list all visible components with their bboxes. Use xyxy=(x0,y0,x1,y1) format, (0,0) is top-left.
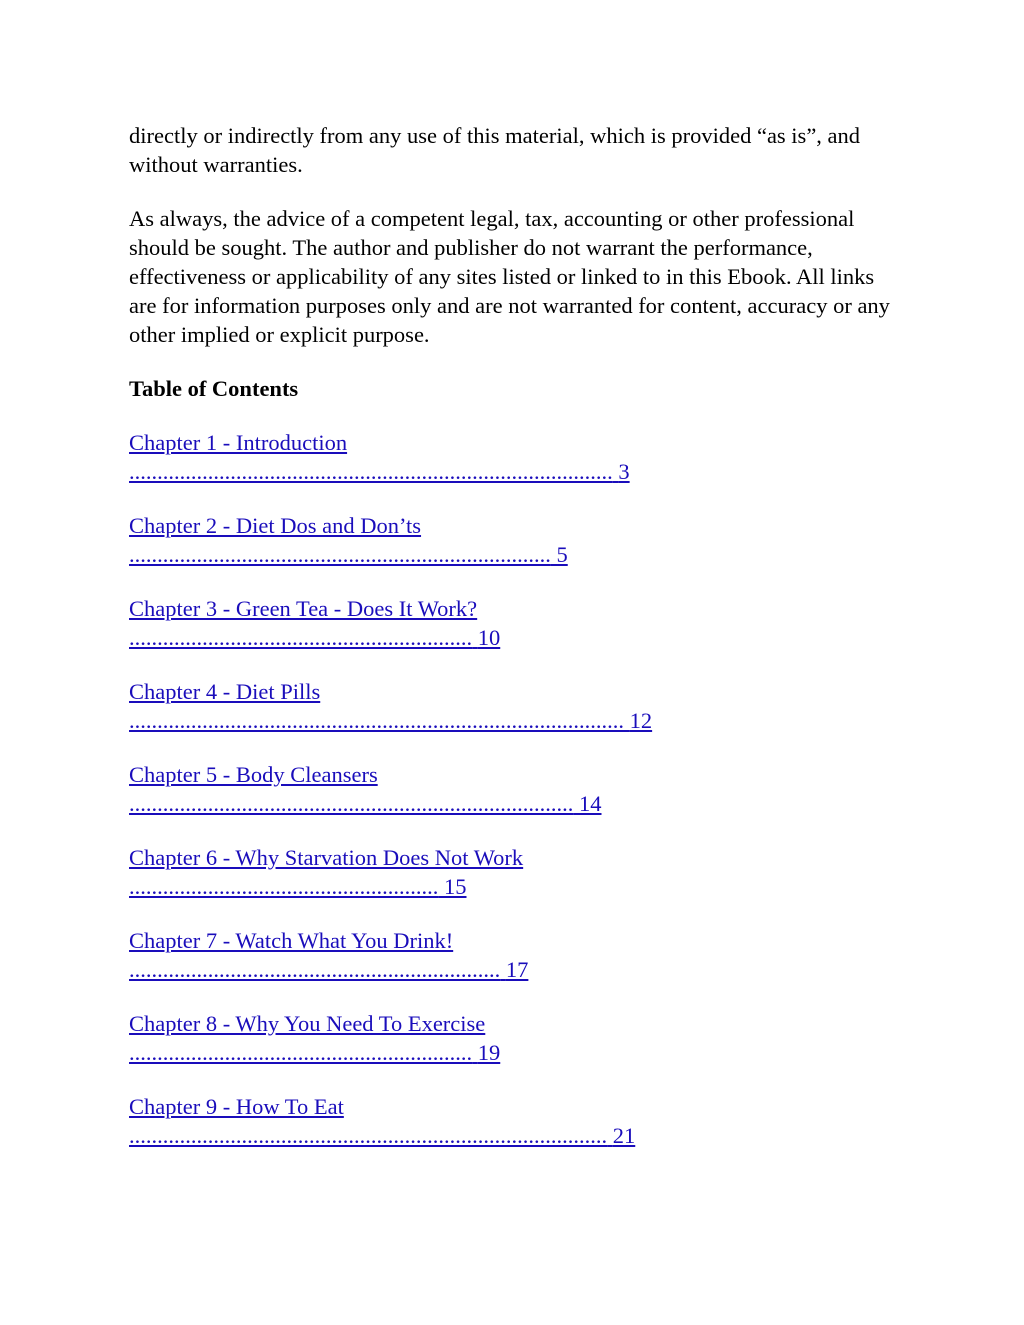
toc-page-number: 10 xyxy=(477,625,501,650)
toc-leader-dots: ............................................................. xyxy=(129,625,473,650)
toc-link-chapter-7-title[interactable]: Chapter 7 - Watch What You Drink! xyxy=(129,928,454,953)
toc-page-number: 21 xyxy=(612,1123,636,1148)
toc-page-number: 19 xyxy=(477,1040,501,1065)
toc-page-number: 3 xyxy=(618,459,630,484)
toc-leader-dots: ............................................................................... xyxy=(129,791,574,816)
toc-link-chapter-7-page[interactable] xyxy=(129,957,528,982)
toc-link-chapter-6-page[interactable] xyxy=(129,874,467,899)
toc-link-chapter-9-title[interactable]: Chapter 9 - How To Eat xyxy=(129,1094,344,1119)
toc-link-chapter-5-page[interactable] xyxy=(129,791,602,816)
toc-entry-chapter-1 xyxy=(129,428,899,486)
toc-entry-chapter-4 xyxy=(129,677,899,735)
toc-page-number: 15 xyxy=(444,874,467,899)
toc-leader-dots: ........................................................................... xyxy=(129,542,551,567)
disclaimer-paragraph-advice: As always, the advice of a competent legal, tax, accounting or other professional should be sought. The author and publisher do not warrant the performance, effectiveness or applicability of any sites listed or linked to in this Ebook. All links are for information purposes only and are not warranted for content, accuracy or any other implied or explicit purpose. xyxy=(129,206,890,347)
toc-link-chapter-9-page[interactable] xyxy=(129,1123,635,1148)
toc-entry-chapter-6 xyxy=(129,843,899,901)
toc-link-chapter-2-page[interactable] xyxy=(129,542,568,567)
toc-page-number: 5 xyxy=(556,542,568,567)
toc-leader-dots: .................................................................. xyxy=(129,957,501,982)
toc-entry-chapter-5 xyxy=(129,760,899,818)
toc-page-number: 17 xyxy=(505,957,529,982)
disclaimer-paragraph-continued: directly or indirectly from any use of this material, which is provided “as is”, and without warranties. xyxy=(129,123,861,177)
toc-link-chapter-1-title[interactable]: Chapter 1 - Introduction xyxy=(129,430,348,455)
toc-entry-chapter-9 xyxy=(129,1092,899,1150)
toc-link-chapter-1-page[interactable] xyxy=(129,459,630,484)
toc-leader-dots: ....................................................... xyxy=(129,874,439,899)
toc-leader-dots: ........................................................................................ xyxy=(129,708,624,733)
toc-entry-chapter-8 xyxy=(129,1009,899,1067)
toc-page-number: 14 xyxy=(579,791,602,816)
toc-leader-dots: ...................................................................................... xyxy=(129,459,613,484)
toc-heading: Table of Contents xyxy=(129,376,299,401)
toc-link-chapter-8-page[interactable] xyxy=(129,1040,500,1065)
toc-leader-dots: ............................................................. xyxy=(129,1040,473,1065)
toc-link-chapter-3-page[interactable] xyxy=(129,625,500,650)
toc-page-number: 12 xyxy=(629,708,653,733)
toc-link-chapter-6-title[interactable]: Chapter 6 - Why Starvation Does Not Work xyxy=(129,845,524,870)
toc-link-chapter-2-title[interactable]: Chapter 2 - Diet Dos and Don’ts xyxy=(129,513,422,538)
toc-link-chapter-3-title[interactable]: Chapter 3 - Green Tea - Does It Work? xyxy=(129,596,478,621)
toc-link-chapter-8-title[interactable]: Chapter 8 - Why You Need To Exercise xyxy=(129,1011,486,1036)
toc-entry-chapter-3 xyxy=(129,594,899,652)
toc-link-chapter-5-title[interactable]: Chapter 5 - Body Cleansers xyxy=(129,762,378,787)
toc-leader-dots: ..................................................................................... xyxy=(129,1123,608,1148)
toc-list xyxy=(129,428,899,1150)
document-page xyxy=(129,121,899,1175)
toc-entry-chapter-2 xyxy=(129,511,899,569)
toc-link-chapter-4-title[interactable]: Chapter 4 - Diet Pills xyxy=(129,679,321,704)
toc-link-chapter-4-page[interactable] xyxy=(129,708,652,733)
toc-entry-chapter-7 xyxy=(129,926,899,984)
